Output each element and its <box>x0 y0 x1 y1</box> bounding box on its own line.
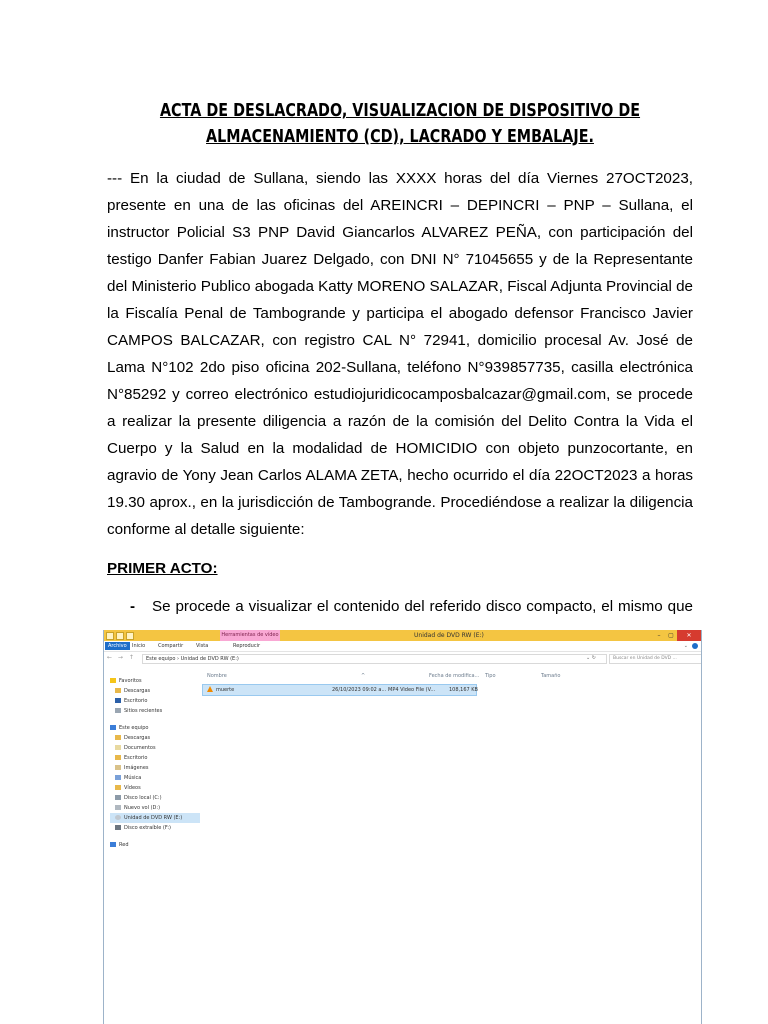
bullet-dash: - <box>130 598 136 615</box>
videos-icon <box>115 785 121 790</box>
vlc-icon <box>207 686 213 692</box>
documents-icon <box>115 745 121 750</box>
network-icon <box>110 842 116 847</box>
maximize-icon: ▢ <box>668 632 674 639</box>
tab-home: Inicio <box>132 643 146 649</box>
tab-view: Vista <box>196 643 209 649</box>
search-box: Buscar en Unidad de DVD ... <box>609 654 702 664</box>
nav-item: Disco local (C:) <box>110 793 200 803</box>
nav-item-selected: Unidad de DVD RW (E:) <box>110 813 200 823</box>
nav-item: Descargas <box>110 733 200 743</box>
nav-favorites: Favoritos <box>110 676 200 686</box>
file-explorer-screenshot <box>103 630 702 1024</box>
desktop-icon <box>115 698 121 703</box>
minimize-icon: – <box>657 632 661 639</box>
address-bar <box>104 652 701 664</box>
navigation-pane <box>110 676 200 850</box>
nav-network: Red <box>110 840 200 850</box>
chevron-down-icon: ⌄ <box>683 643 688 649</box>
tab-share: Compartir <box>158 643 184 649</box>
navigation-arrows-icon: ← → ↑ <box>107 654 136 661</box>
column-size: Tamaño <box>541 673 561 679</box>
nav-item: Vídeos <box>110 783 200 793</box>
window-title: Unidad de DVD RW (E:) <box>414 632 484 639</box>
file-name: muerte <box>216 687 235 693</box>
nav-item: Descargas <box>110 686 200 696</box>
nav-item: Música <box>110 773 200 783</box>
sort-arrow-icon: ^ <box>361 673 366 679</box>
window-controls <box>653 630 701 641</box>
computer-icon <box>110 725 116 730</box>
help-icon <box>692 643 698 649</box>
dvd-drive-icon <box>115 815 121 820</box>
nav-item: Documentos <box>110 743 200 753</box>
music-icon <box>115 775 121 780</box>
nav-item: Disco extraíble (F:) <box>110 823 200 833</box>
properties-icon <box>126 632 134 640</box>
column-name: Nombre <box>207 673 227 679</box>
file-type: MP4 Video File (V... <box>388 687 436 693</box>
nav-item: Sitios recientes <box>110 706 200 716</box>
breadcrumb-root: Este equipo <box>146 656 176 662</box>
close-icon: ✕ <box>677 630 701 641</box>
nav-this-pc: Este equipo <box>110 723 200 733</box>
document-title-line1: ACTA DE DESLACRADO, VISUALIZACION DE DISPOSITIVO DE <box>159 101 641 121</box>
intro-paragraph: --- En la ciudad de Sullana, siendo las XXXX horas del día Viernes 27OCT2023, presente en una de las oficinas del AREINCRI – DEPINCRI – PNP – Sullana, el instructor Policial S3 PNP David Giancarlos ALVAREZ PEÑA, con participación del testigo Danfer Fabian Juarez Delgado, con DNI N° 71045655 y de la Representante del Ministerio Publico abogada Katty MORENO SALAZAR, Fiscal Adjunta Provincial de la Fiscalía Penal de Tambogrande y participa el abogado defensor Francisco Javier CAMPOS BALCAZAR, con registro CAL N° 72941, domicilio procesal Av. José de Lama N°102 2do piso oficina 202-Sullana, teléfono N°939857735, casilla electrónica N°85292 y correo electrónico estudiojuridicocamposbalcazar@gmail.com, se procede a realizar la presente diligencia a razón de la comisión del Delito Contra la Vida el Cuerpo y la Salud en la modalidad de HOMICIDIO con objeto punzocortante, en agravio de Yony Jean Carlos ALAMA ZETA, hecho ocurrido el día 22OCT2023 a horas 19.30 aprox., en la jurisdicción de Tambogrande. Procediéndose a realizar la diligencia conforme al detalle siguiente: <box>107 170 693 538</box>
nav-item: Imágenes <box>110 763 200 773</box>
tab-play: Reproducir <box>233 643 261 649</box>
hard-drive-icon <box>115 805 121 810</box>
video-tools-tab: Herramientas de vídeo <box>220 630 280 641</box>
desktop-icon <box>115 755 121 760</box>
pictures-icon <box>115 765 121 770</box>
section-heading: PRIMER ACTO: <box>107 560 218 577</box>
tab-file: Archivo <box>105 642 130 650</box>
folder-icon <box>115 735 121 740</box>
hard-drive-icon <box>115 795 121 800</box>
folder-icon <box>115 688 121 693</box>
path-box <box>142 654 607 664</box>
bullet-text: Se procede a visualizar el contenido del referido disco compacto, el mismo que <box>152 598 693 615</box>
window-titlebar <box>104 630 701 641</box>
breadcrumb-separator: › <box>177 656 180 662</box>
nav-item: Nuevo vol (D:) <box>110 803 200 813</box>
document-body <box>107 165 693 543</box>
file-modified: 26/10/2023 09:02 a... <box>332 687 387 693</box>
file-row <box>202 684 477 696</box>
quick-access-toolbar <box>106 631 146 640</box>
usb-drive-icon <box>115 825 121 830</box>
nav-item: Escritorio <box>110 696 200 706</box>
file-size: 108,167 KB <box>449 687 478 693</box>
column-modified: Fecha de modifica... <box>429 673 480 679</box>
ribbon-tabs <box>104 641 701 652</box>
star-icon <box>110 678 116 683</box>
recent-icon <box>115 708 121 713</box>
column-type: Tipo <box>485 673 496 679</box>
breadcrumb-leaf: Unidad de DVD RW (E:) <box>180 656 239 662</box>
folder-icon <box>106 632 114 640</box>
column-headers <box>201 672 681 682</box>
refresh-icon: ⌄ ↻ <box>586 655 596 661</box>
document-title-line2: ALMACENAMIENTO (CD), LACRADO Y EMBALAJE. <box>206 127 594 147</box>
nav-item: Escritorio <box>110 753 200 763</box>
save-icon <box>116 632 124 640</box>
